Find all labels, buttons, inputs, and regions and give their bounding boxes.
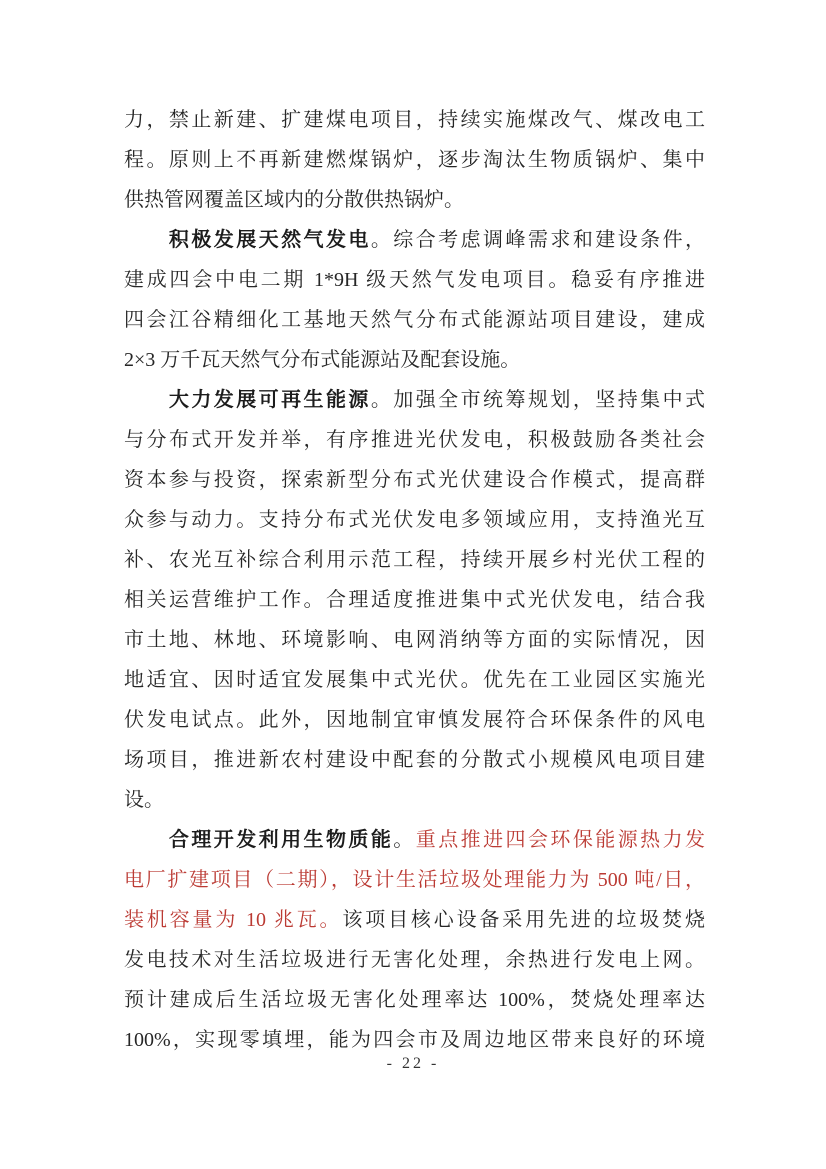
- text-run: 。: [393, 829, 416, 851]
- paragraph: [124, 380, 705, 820]
- text-run: 力，禁止新建、扩建煤电项目，持续实施煤改气、煤改电工: [124, 109, 705, 131]
- paragraph: [124, 220, 705, 380]
- text-run: 发电技术对生活垃圾进行无害化处理，余热进行发电上网。: [124, 949, 705, 971]
- text-line: [124, 620, 705, 660]
- text-line: [124, 660, 705, 700]
- text-line: [124, 380, 705, 420]
- text-run: 。加强全市统筹规划，坚持集中式: [370, 389, 705, 411]
- page-number: - 22 -: [386, 1055, 440, 1072]
- text-run: 相关运营维护工作。合理适度推进集中式光伏发电，结合我: [124, 589, 705, 611]
- text-line: [124, 340, 705, 380]
- red-highlight-run: 装机容量为 10 兆瓦。: [124, 909, 343, 931]
- red-highlight-run: 重点推进四会环保能源热力发: [415, 829, 705, 851]
- bold-lead-run: 积极发展天然气发电: [168, 229, 371, 251]
- text-line: [124, 940, 705, 980]
- paragraph: [124, 820, 705, 1060]
- text-line: [124, 500, 705, 540]
- text-run: 建成四会中电二期 1*9H 级天然气发电项目。稳妥有序推进: [124, 269, 705, 291]
- text-run: 地适宜、因时适宜发展集中式光伏。优先在工业园区实施光: [124, 669, 705, 691]
- document-body: [124, 100, 705, 1060]
- text-line: [124, 740, 705, 780]
- text-line: [124, 300, 705, 340]
- text-run: 100%，实现零填埋，能为四会市及周边地区带来良好的环境: [124, 1029, 705, 1051]
- text-line: [124, 540, 705, 580]
- text-run: 市土地、林地、环境影响、电网消纳等方面的实际情况，因: [124, 629, 705, 651]
- text-line: [124, 980, 705, 1020]
- text-run: 。综合考虑调峰需求和建设条件，: [370, 229, 705, 251]
- text-run: 程。原则上不再新建燃煤锅炉，逐步淘汰生物质锅炉、集中: [124, 149, 705, 171]
- text-line: [124, 420, 705, 460]
- text-run: [124, 389, 169, 411]
- text-line: [124, 140, 705, 180]
- bold-lead-run: 大力发展可再生能源: [168, 389, 371, 411]
- text-line: [124, 460, 705, 500]
- paragraph: [124, 100, 705, 220]
- text-run: [124, 229, 169, 251]
- text-run: 预计建成后生活垃圾无害化处理率达 100%，焚烧处理率达: [124, 989, 705, 1011]
- red-highlight-run: 电厂扩建项目（二期），设计生活垃圾处理能力为 500 吨/日，: [124, 869, 705, 891]
- text-line: [124, 780, 705, 820]
- text-run: 四会江谷精细化工基地天然气分布式能源站项目建设，建成: [124, 309, 705, 331]
- text-run: 与分布式开发并举，有序推进光伏发电，积极鼓励各类社会: [124, 429, 705, 451]
- text-line: [124, 180, 705, 220]
- text-line: [124, 860, 705, 900]
- text-run: 2×3 万千瓦天然气分布式能源站及配套设施。: [124, 349, 521, 371]
- text-line: [124, 100, 705, 140]
- text-line: [124, 700, 705, 740]
- text-run: 资本参与投资，探索新型分布式光伏建设合作模式，提高群: [124, 469, 705, 491]
- text-run: 供热管网覆盖区域内的分散供热锅炉。: [124, 189, 464, 211]
- text-line: [124, 900, 705, 940]
- text-run: 补、农光互补综合利用示范工程，持续开展乡村光伏工程的: [124, 549, 705, 571]
- text-run: 设。: [124, 789, 164, 811]
- text-line: [124, 580, 705, 620]
- text-run: 众参与动力。支持分布式光伏发电多领域应用，支持渔光互: [124, 509, 705, 531]
- text-run: 该项目核心设备采用先进的垃圾焚烧: [342, 909, 705, 931]
- text-line: [124, 220, 705, 260]
- text-run: 伏发电试点。此外，因地制宜审慎发展符合环保条件的风电: [124, 709, 705, 731]
- text-line: [124, 820, 705, 860]
- text-line: [124, 260, 705, 300]
- text-run: 场项目，推进新农村建设中配套的分散式小规模风电项目建: [124, 749, 705, 771]
- text-run: [124, 829, 169, 851]
- bold-lead-run: 合理开发利用生物质能: [168, 829, 394, 851]
